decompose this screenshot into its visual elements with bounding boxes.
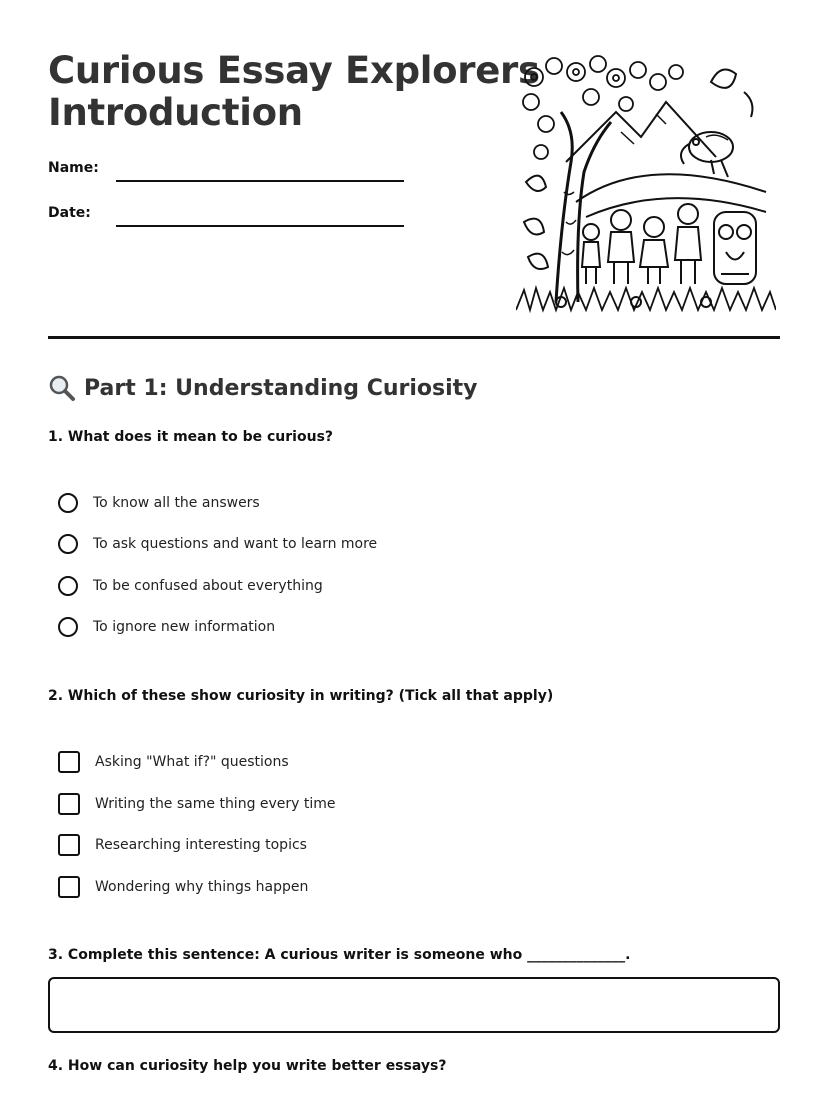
magnifying-glass-icon bbox=[48, 374, 76, 402]
checkbox[interactable] bbox=[58, 876, 80, 898]
q1-option[interactable] bbox=[58, 534, 377, 554]
name-field[interactable] bbox=[48, 160, 408, 184]
q1-option[interactable] bbox=[58, 493, 260, 513]
option-label: Researching interesting topics bbox=[95, 837, 307, 853]
question-2: 2. Which of these show curiosity in writing? (Tick all that apply) bbox=[48, 688, 554, 704]
question-4: 4. How can curiosity help you write better essays? bbox=[48, 1058, 447, 1074]
option-label: To ask questions and want to learn more bbox=[93, 536, 378, 552]
radio-button[interactable] bbox=[58, 534, 78, 554]
option-label: Wondering why things happen bbox=[95, 879, 309, 895]
part-1-heading bbox=[48, 374, 478, 402]
radio-button[interactable] bbox=[58, 617, 78, 637]
q2-option[interactable] bbox=[58, 876, 308, 898]
name-line[interactable] bbox=[116, 180, 404, 182]
title-line-2: Introduction bbox=[48, 91, 303, 134]
q2-option[interactable] bbox=[58, 834, 307, 856]
question-3: 3. Complete this sentence: A curious writer is someone who ______________. bbox=[48, 947, 631, 963]
option-label: Writing the same thing every time bbox=[95, 796, 336, 812]
date-line[interactable] bbox=[116, 225, 404, 227]
q1-option[interactable] bbox=[58, 617, 275, 637]
radio-button[interactable] bbox=[58, 576, 78, 596]
question-1: 1. What does it mean to be curious? bbox=[48, 429, 334, 445]
option-label: To know all the answers bbox=[93, 495, 260, 511]
option-label: To be confused about everything bbox=[93, 578, 323, 594]
q2-option[interactable] bbox=[58, 793, 336, 815]
name-label: Name: bbox=[48, 160, 99, 176]
option-label: Asking "What if?" questions bbox=[95, 754, 289, 770]
date-field[interactable] bbox=[48, 205, 408, 229]
radio-button[interactable] bbox=[58, 493, 78, 513]
nature-kids-illustration bbox=[516, 52, 776, 314]
checkbox[interactable] bbox=[58, 751, 80, 773]
title-line-1: Curious Essay Explorers bbox=[48, 49, 540, 92]
checkbox[interactable] bbox=[58, 793, 80, 815]
header-divider bbox=[48, 336, 780, 339]
q2-option[interactable] bbox=[58, 751, 289, 773]
part-1-title: Part 1: Understanding Curiosity bbox=[84, 375, 478, 401]
q1-option[interactable] bbox=[58, 576, 323, 596]
checkbox[interactable] bbox=[58, 834, 80, 856]
date-label: Date: bbox=[48, 205, 91, 221]
worksheet-title bbox=[48, 50, 540, 134]
option-label: To ignore new information bbox=[93, 619, 276, 635]
q3-answer-box[interactable] bbox=[48, 977, 780, 1033]
